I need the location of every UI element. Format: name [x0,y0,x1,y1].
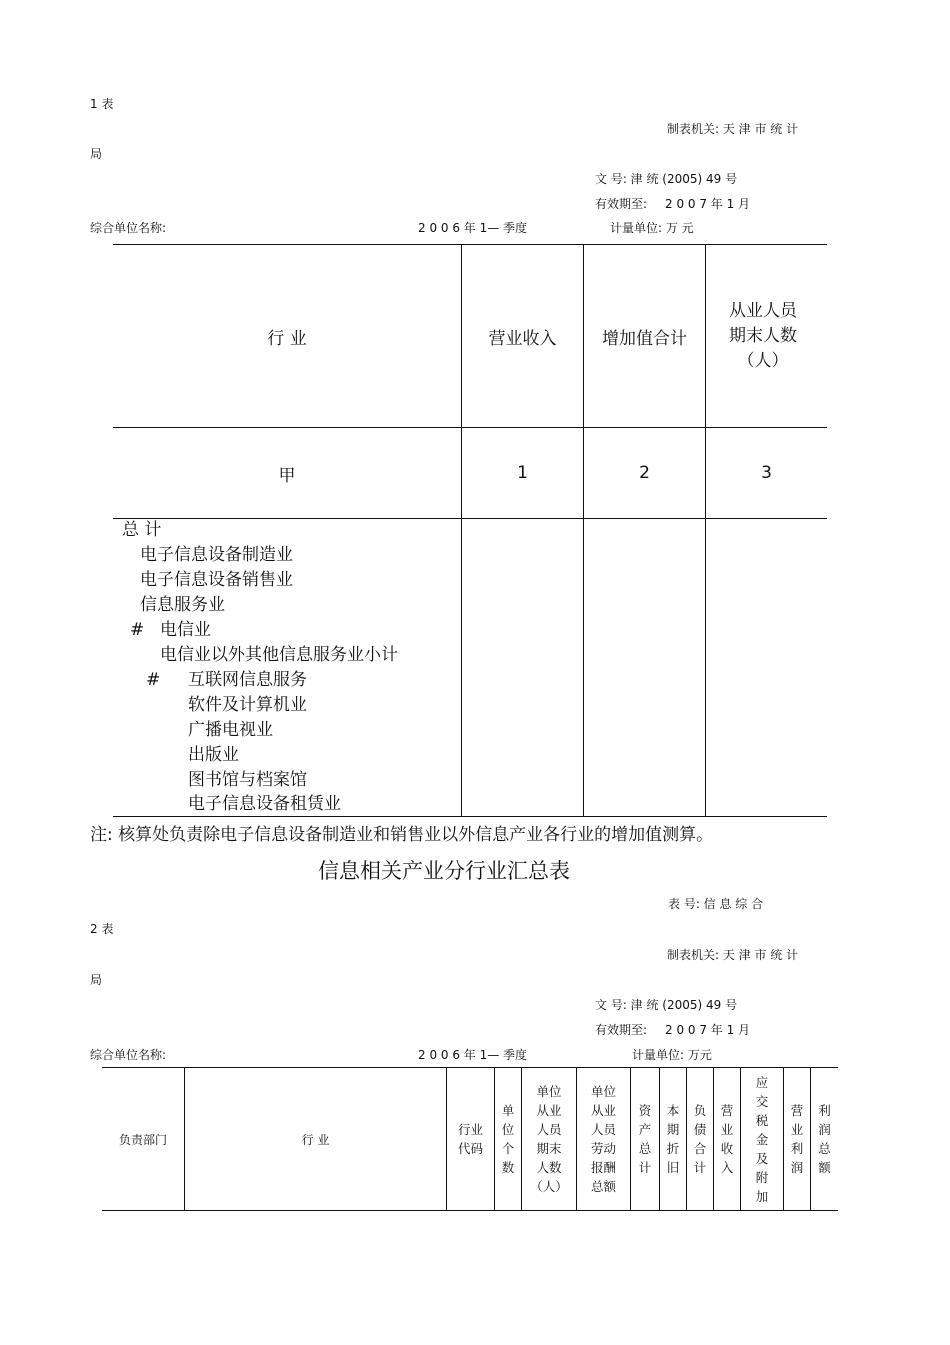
issuer-line-2-end: 局 [90,973,103,987]
table-row: 图书馆与档案馆 [188,770,307,790]
header-operating-profit: 营 业 利 润 [790,1103,804,1175]
table-row: 电子信息设备销售业 [140,570,293,590]
measure-unit-2: 计量单位: 万元 [632,1048,712,1062]
header-unit-employees: 单位 从业 人员 期末 人数 （人） [530,1084,568,1194]
page-title: 信息相关产业分行业汇总表 [318,859,570,883]
header-operating-revenue: 营业收入 [488,328,557,349]
header-total-liabilities: 负 债 合 计 [693,1103,707,1175]
header-industry-code: 行业 代码 [457,1122,483,1156]
header-taxes-surcharges: 应 交 税 金 及 附 加 [755,1074,769,1204]
table-row: 广播电视业 [188,720,273,740]
document-number-1: 文 号: 津 统 (2005) 49 号 [595,172,738,186]
table-row: 软件及计算机业 [188,695,307,715]
unit-name-label-2: 综合单位名称: [90,1048,167,1062]
code-jia: 甲 [278,465,296,486]
period-1: 2 0 0 6 年 1— 季度 [418,221,528,235]
header-industry: 行 业 [267,328,307,349]
table-row: 电信业 [160,620,211,640]
table-row: 信息服务业 [140,595,225,615]
footnote: 注: 核算处负责除电子信息设备制造业和销售业以外信息产业各行业的增加值测算。 [90,825,714,845]
header-unit-count: 单 位 个 数 [501,1103,515,1175]
measure-unit-1: 计量单位: 万 元 [610,221,694,235]
header-responsible-dept: 负责部门 [118,1132,167,1147]
issuer-line-1-end: 局 [90,147,103,161]
form-number-2: 2 表 [90,922,114,936]
issuer-line-1: 制表机关: 天 津 市 统 计 [667,122,799,136]
valid-until-label-2: 有效期至: [595,1023,648,1037]
document-number-2: 文 号: 津 统 (2005) 49 号 [595,998,738,1012]
issuer-line-2: 制表机关: 天 津 市 统 计 [667,948,799,962]
code-2: 2 [639,463,650,483]
header-labor-remuneration: 单位 从业 人员 劳动 报酬 总额 [590,1084,616,1194]
valid-until-value-2: 2 0 0 7 年 1 月 [665,1023,751,1037]
header-value-added-total: 增加值合计 [602,328,687,349]
unit-name-label-1: 综合单位名称: [90,221,167,235]
valid-until-label-1: 有效期至: [595,197,648,211]
code-1: 1 [517,463,528,483]
form-number-1: 1 表 [90,97,114,111]
period-2: 2 0 0 6 年 1— 季度 [418,1048,528,1062]
table-row: 电子信息设备租赁业 [188,794,341,814]
header-total-assets: 资 产 总 计 [638,1103,652,1175]
row-mark: # [146,670,161,690]
table-number-2: 表 号: 信 息 综 合 [668,897,764,911]
table-row: 电子信息设备制造业 [140,545,293,565]
table-row: 总 计 [122,520,162,540]
header-employees-end: 从业人员 期末人数 （人） [729,300,797,371]
table-row: 电信业以外其他信息服务业小计 [160,645,398,665]
header-operating-revenue-2: 营 业 收 入 [720,1103,734,1175]
valid-until-value-1: 2 0 0 7 年 1 月 [665,197,751,211]
header-industry-2: 行 业 [301,1132,330,1147]
table-row: 出版业 [188,745,239,765]
table-row: 互联网信息服务 [188,670,307,690]
header-depreciation: 本 期 折 旧 [666,1103,680,1175]
row-mark: # [130,620,145,640]
header-total-profit: 利 润 总 额 [818,1103,831,1175]
code-3: 3 [761,463,772,483]
